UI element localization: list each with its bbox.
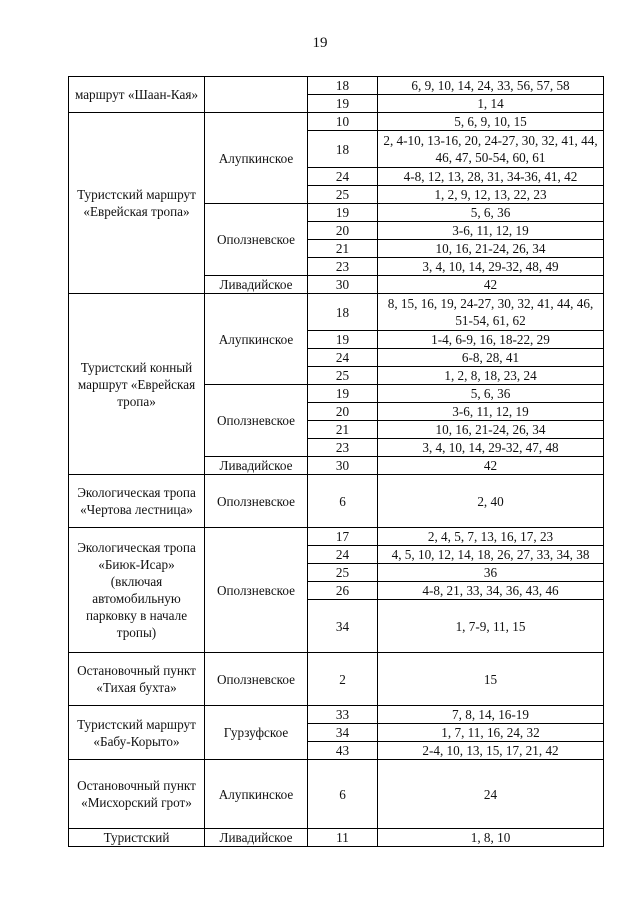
- plot-numbers: 2, 4-10, 13-16, 20, 24-27, 30, 32, 41, 44, 46, 47, 50-54, 60, 61: [378, 131, 604, 168]
- forestry-name: Ливадийское: [205, 829, 308, 847]
- route-table: [68, 76, 604, 847]
- site-number: 25: [308, 367, 378, 385]
- site-number: 23: [308, 258, 378, 276]
- site-number: 11: [308, 829, 378, 847]
- plot-numbers: 7, 8, 14, 16-19: [378, 706, 604, 724]
- route-name: Туристский маршрут «Бабу-Корыто»: [69, 706, 205, 760]
- forestry-name: Ливадийское: [205, 276, 308, 294]
- site-number: 18: [308, 131, 378, 168]
- site-number: 18: [308, 77, 378, 95]
- site-number: 34: [308, 724, 378, 742]
- forestry-name: Оползневское: [205, 385, 308, 457]
- plot-numbers: 1-4, 6-9, 16, 18-22, 29: [378, 331, 604, 349]
- site-number: 21: [308, 240, 378, 258]
- route-name: Остановочный пункт «Тихая бухта»: [69, 653, 205, 706]
- site-number: 6: [308, 475, 378, 528]
- table-row: [69, 528, 604, 546]
- plot-numbers: 2, 40: [378, 475, 604, 528]
- plot-numbers: 6, 9, 10, 14, 24, 33, 56, 57, 58: [378, 77, 604, 95]
- forestry-name: Оползневское: [205, 653, 308, 706]
- site-number: 30: [308, 457, 378, 475]
- table-row: [69, 294, 604, 331]
- table-row: [69, 113, 604, 131]
- plot-numbers: 3, 4, 10, 14, 29-32, 47, 48: [378, 439, 604, 457]
- plot-numbers: 1, 8, 10: [378, 829, 604, 847]
- route-name: Туристский: [69, 829, 205, 847]
- plot-numbers: 42: [378, 276, 604, 294]
- route-name: Экологическая тропа «Чертова лестница»: [69, 475, 205, 528]
- site-number: 20: [308, 403, 378, 421]
- site-number: 18: [308, 294, 378, 331]
- plot-numbers: 1, 2, 8, 18, 23, 24: [378, 367, 604, 385]
- plot-numbers: 8, 15, 16, 19, 24-27, 30, 32, 41, 44, 46, 51-54, 61, 62: [378, 294, 604, 331]
- site-number: 21: [308, 421, 378, 439]
- site-number: 24: [308, 168, 378, 186]
- table-row: [69, 653, 604, 706]
- plot-numbers: 6-8, 28, 41: [378, 349, 604, 367]
- site-number: 25: [308, 186, 378, 204]
- site-number: 33: [308, 706, 378, 724]
- table-row: [69, 77, 604, 95]
- plot-numbers: 10, 16, 21-24, 26, 34: [378, 240, 604, 258]
- forestry-name: Ливадийское: [205, 457, 308, 475]
- site-number: 19: [308, 204, 378, 222]
- plot-numbers: 42: [378, 457, 604, 475]
- site-number: 23: [308, 439, 378, 457]
- route-name: маршрут «Шаан-Кая»: [69, 77, 205, 113]
- forestry-name: Оползневское: [205, 204, 308, 276]
- plot-numbers: 3-6, 11, 12, 19: [378, 222, 604, 240]
- forestry-cell: [205, 77, 308, 113]
- plot-numbers: 5, 6, 36: [378, 204, 604, 222]
- site-number: 24: [308, 349, 378, 367]
- site-number: 30: [308, 276, 378, 294]
- forestry-name: Оползневское: [205, 528, 308, 653]
- plot-numbers: 24: [378, 760, 604, 829]
- plot-numbers: 36: [378, 564, 604, 582]
- route-name: Остановочный пункт «Мисхорский грот»: [69, 760, 205, 829]
- site-number: 43: [308, 742, 378, 760]
- site-number: 17: [308, 528, 378, 546]
- table-row: [69, 475, 604, 528]
- plot-numbers: 4-8, 21, 33, 34, 36, 43, 46: [378, 582, 604, 600]
- route-name: Туристский маршрут «Еврейская тропа»: [69, 113, 205, 294]
- plot-numbers: 2-4, 10, 13, 15, 17, 21, 42: [378, 742, 604, 760]
- site-number: 26: [308, 582, 378, 600]
- plot-numbers: 15: [378, 653, 604, 706]
- forestry-name: Оползневское: [205, 475, 308, 528]
- plot-numbers: 5, 6, 9, 10, 15: [378, 113, 604, 131]
- table-row: [69, 706, 604, 724]
- plot-numbers: 3-6, 11, 12, 19: [378, 403, 604, 421]
- site-number: 24: [308, 546, 378, 564]
- site-number: 6: [308, 760, 378, 829]
- forestry-name: Алупкинское: [205, 760, 308, 829]
- site-number: 10: [308, 113, 378, 131]
- site-number: 19: [308, 95, 378, 113]
- plot-numbers: 1, 7-9, 11, 15: [378, 600, 604, 653]
- site-number: 34: [308, 600, 378, 653]
- route-name: Туристский конный маршрут «Еврейская тропа»: [69, 294, 205, 475]
- page-number: 19: [312, 35, 328, 51]
- forestry-name: Алупкинское: [205, 113, 308, 204]
- plot-numbers: 4, 5, 10, 12, 14, 18, 26, 27, 33, 34, 38: [378, 546, 604, 564]
- site-number: 20: [308, 222, 378, 240]
- plot-numbers: 3, 4, 10, 14, 29-32, 48, 49: [378, 258, 604, 276]
- plot-numbers: 4-8, 12, 13, 28, 31, 34-36, 41, 42: [378, 168, 604, 186]
- site-number: 25: [308, 564, 378, 582]
- forestry-name: Алупкинское: [205, 294, 308, 385]
- route-name: Экологическая тропа «Биюк-Исар» (включая автомобильную парковку в начале тропы): [69, 528, 205, 653]
- site-number: 19: [308, 331, 378, 349]
- site-number: 19: [308, 385, 378, 403]
- plot-numbers: 1, 14: [378, 95, 604, 113]
- table-row: [69, 829, 604, 847]
- plot-numbers: 5, 6, 36: [378, 385, 604, 403]
- site-number: 2: [308, 653, 378, 706]
- plot-numbers: 1, 7, 11, 16, 24, 32: [378, 724, 604, 742]
- plot-numbers: 10, 16, 21-24, 26, 34: [378, 421, 604, 439]
- forestry-name: Гурзуфское: [205, 706, 308, 760]
- plot-numbers: 2, 4, 5, 7, 13, 16, 17, 23: [378, 528, 604, 546]
- table-row: [69, 760, 604, 829]
- plot-numbers: 1, 2, 9, 12, 13, 22, 23: [378, 186, 604, 204]
